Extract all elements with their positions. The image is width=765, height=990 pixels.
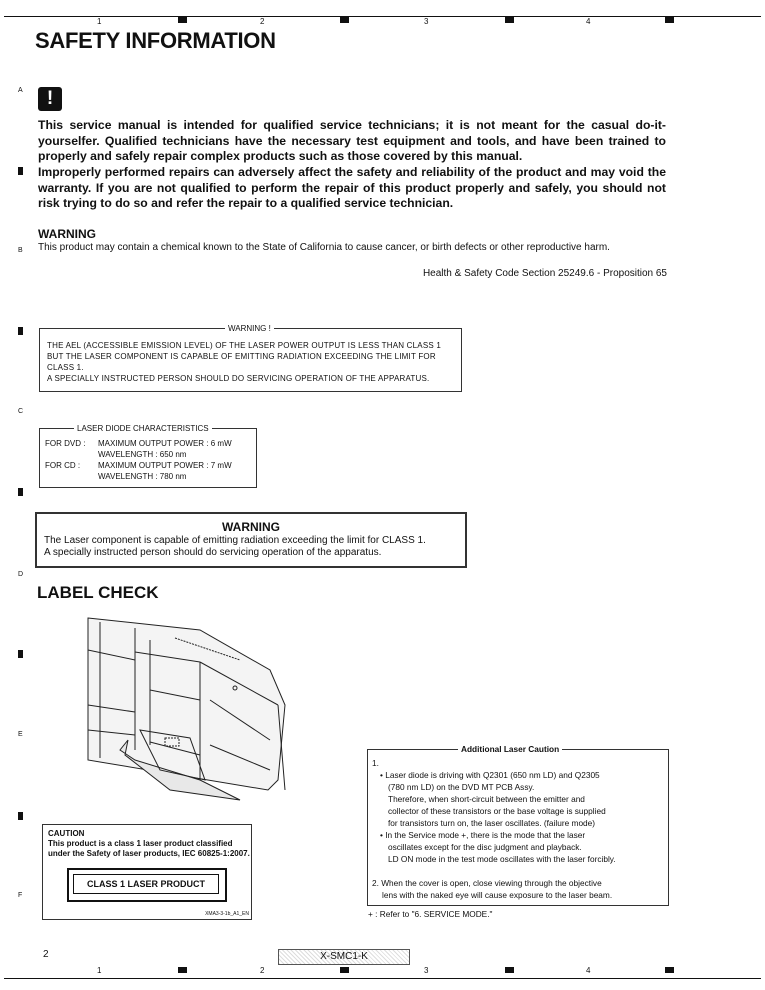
laser-warning-line: THE AEL (ACCESSIBLE EMISSION LEVEL) OF THE LASER POWER OUTPUT IS LESS THAN CLASS 1 (47, 341, 441, 350)
frame-marker (340, 967, 349, 973)
column-number: 2 (260, 966, 265, 975)
caution-line: collector of these transistors or the base voltage is supplied (388, 806, 606, 816)
row-marker (18, 327, 23, 335)
warning-source: Health & Safety Code Section 25249.6 - Proposition 65 (422, 268, 667, 279)
laser-component-warning-heading: WARNING (222, 520, 280, 534)
class1-label-text: CLASS 1 LASER PRODUCT (73, 874, 219, 894)
row-marker (18, 167, 23, 175)
caution-line: • In the Service mode +, there is the mode that the laser (380, 830, 586, 840)
dvd-wavelength: WAVELENGTH : 650 nm (98, 450, 187, 459)
cd-wave-row (45, 471, 186, 482)
caution-label-text: under the Safety of laser products, IEC 60825-1:2007. (48, 849, 250, 858)
dvd-wave-row (45, 449, 186, 460)
frame-marker (340, 17, 349, 23)
frame-marker (665, 17, 674, 23)
caution-item-number: 1. (372, 758, 379, 768)
laser-warning-box (39, 324, 462, 392)
caution-line: Therefore, when short-circuit between the emitter and (388, 794, 585, 804)
caution-label-title: CAUTION (48, 829, 85, 838)
dvd-label: FOR DVD : (45, 439, 86, 448)
label-code: XMA3-3-1b_A1_EN (205, 911, 249, 917)
row-letter: B (18, 247, 23, 254)
column-number: 3 (424, 17, 429, 26)
column-number: 2 (260, 17, 265, 26)
caution-line: (780 nm LD) on the DVD MT PCB Assy. (388, 782, 535, 792)
service-mode-note: + : Refer to "6. SERVICE MODE." (368, 909, 493, 919)
page-number: 2 (43, 949, 49, 960)
laser-component-warning-text (44, 535, 426, 559)
frame-marker (505, 17, 514, 23)
laser-diode-box (39, 424, 257, 488)
row-letter: D (18, 571, 24, 578)
column-number: 1 (97, 17, 102, 26)
page-title: SAFETY INFORMATION (35, 28, 276, 53)
product-illustration (80, 610, 300, 805)
frame-marker (178, 17, 187, 23)
additional-laser-caution-box (367, 744, 669, 906)
frame-marker (665, 967, 674, 973)
additional-laser-caution-heading: Additional Laser Caution (458, 744, 562, 754)
warning-line: The Laser component is capable of emitting radiation exceeding the limit for CLASS 1. (44, 535, 426, 546)
laser-warning-heading: WARNING ! (225, 324, 274, 333)
warning-heading: WARNING (38, 227, 96, 241)
laser-warning-line: BUT THE LASER COMPONENT IS CAPABLE OF EMITTING RADIATION EXCEEDING THE LIMIT FOR (47, 352, 436, 361)
class1-label-frame (67, 868, 227, 902)
row-marker (18, 650, 23, 658)
column-number: 4 (586, 966, 591, 975)
dvd-power-row (45, 438, 232, 449)
top-frame-line (4, 16, 761, 17)
caution-line: • Laser diode is driving with Q2301 (650 nm LD) and Q2305 (380, 770, 600, 780)
caution-line: lens with the naked eye will cause exposure to the laser beam. (382, 890, 613, 900)
row-letter: A (18, 87, 23, 94)
model-number: X-SMC1-K (278, 949, 410, 965)
frame-marker (178, 967, 187, 973)
cd-power: MAXIMUM OUTPUT POWER : 7 mW (98, 461, 232, 470)
caution-exclamation-icon: ! (38, 87, 62, 111)
laser-warning-line: A SPECIALLY INSTRUCTED PERSON SHOULD DO SERVICING OPERATION OF THE APPARATUS. (47, 374, 430, 383)
caution-line: for transistors turn on, the laser oscillates. (failure mode) (388, 818, 596, 828)
caution-label-text: This product is a class 1 laser product classified (48, 839, 233, 848)
frame-marker (505, 967, 514, 973)
row-marker (18, 488, 23, 496)
cd-wavelength: WAVELENGTH : 780 nm (98, 472, 187, 481)
label-check-heading: LABEL CHECK (37, 583, 159, 602)
dvd-power: MAXIMUM OUTPUT POWER : 6 mW (98, 439, 232, 448)
laser-warning-line: CLASS 1. (47, 363, 84, 372)
warning-text: This product may contain a chemical known to the State of California to cause cancer, or birth defects or other reproductive harm. (38, 242, 610, 253)
caution-line: 2. When the cover is open, close viewing through the objective (372, 878, 602, 888)
column-number: 3 (424, 966, 429, 975)
caution-label (42, 824, 252, 920)
row-letter: C (18, 408, 24, 415)
column-number: 4 (586, 17, 591, 26)
intro-paragraph-2: Improperly performed repairs can adversely affect the safety and reliability of the product and may void the warranty. If you are not qualified to perform the repair of this product properly and safely, you should not risk trying to do so and refer the repair to a qualified service technician. (38, 165, 666, 210)
caution-line: oscillates except for the disc judgment and playback. (388, 842, 582, 852)
cd-label: FOR CD : (45, 461, 81, 470)
laser-warning-text (47, 340, 457, 384)
column-number: 1 (97, 966, 102, 975)
row-letter: F (18, 892, 23, 899)
cd-power-row (45, 460, 232, 471)
warning-line: A specially instructed person should do servicing operation of the apparatus. (44, 547, 382, 558)
intro-paragraph-1: This service manual is intended for qualified service technicians; it is not meant for the casual do-it-yourselfer. Qualified technicians have the necessary test equipment and tools, and have been trained to properly and safely repair complex products such as those covered by this manual. (38, 118, 666, 163)
row-letter: E (18, 731, 23, 738)
caution-line: LD ON mode in the test mode oscillates with the laser forcibly. (388, 854, 616, 864)
bottom-frame-line (4, 978, 761, 979)
row-marker (18, 812, 23, 820)
laser-diode-heading: LASER DIODE CHARACTERISTICS (74, 424, 212, 433)
laser-component-warning-box (35, 512, 467, 568)
